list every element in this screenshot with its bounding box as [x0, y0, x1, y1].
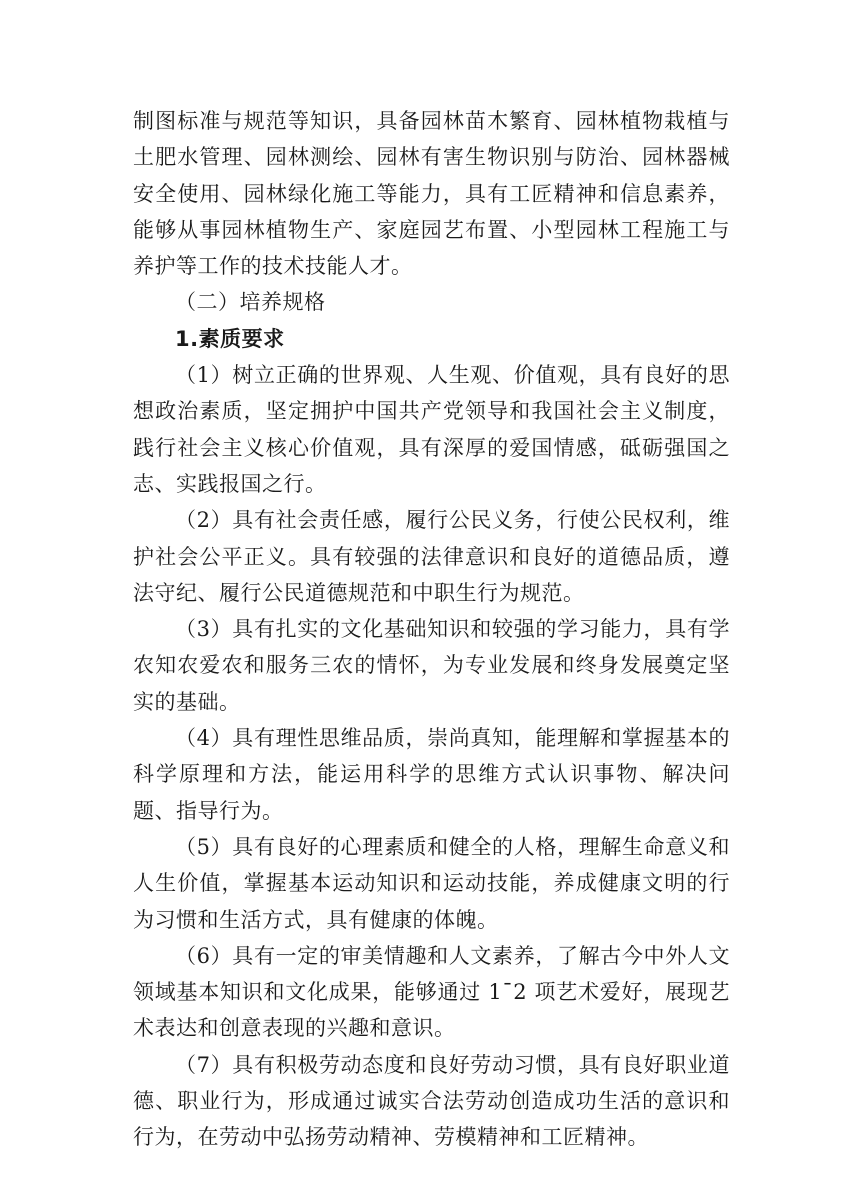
- requirement-item-3: （3）具有扎实的文化基础知识和较强的学习能力，具有学农知农爱农和服务三农的情怀，为专业发展和终身发展奠定坚实的基础。: [133, 617, 730, 714]
- requirement-item-1: （1）树立正确的世界观、人生观、价值观，具有良好的思想政治素质，坚定拥护中国共产党领导和我国社会主义制度，践行社会主义核心价值观，具有深厚的爱国情感，砥砺强国之志、实践报国之行。: [133, 363, 730, 496]
- requirement-item-2: （2）具有社会责任感，履行公民义务，行使公民权利，维护社会公平正义。具有较强的法律意识和良好的道德品质，遵法守纪、履行公民道德规范和中职生行为规范。: [133, 508, 730, 605]
- requirement-item-4: （4）具有理性思维品质，崇尚真知，能理解和掌握基本的科学原理和方法，能运用科学的思维方式认识事物、解决问题、指导行为。: [133, 726, 730, 823]
- requirement-item-7: （7）具有积极劳动态度和良好劳动习惯，具有良好职业道德、职业行为，形成通过诚实合法劳动创造成功生活的意识和行为，在劳动中弘扬劳动精神、劳模精神和工匠精神。: [133, 1052, 730, 1150]
- intro-paragraph: 制图标准与规范等知识，具备园林苗木繁育、园林植物栽植与土肥水管理、园林测绘、园林有害生物识别与防治、园林器械安全使用、园林绿化施工等能力，具有工匠精神和信息素养，能够从事园林植物生产、家庭园艺布置、小型园林工程施工与养护等工作的技术技能人才。: [133, 109, 730, 279]
- subsection-heading: 1.素质要求: [175, 326, 285, 351]
- requirement-item-5: （5）具有良好的心理素质和健全的人格，理解生命意义和人生价值，掌握基本运动知识和运动技能，养成健康文明的行为习惯和生活方式，具有健康的体魄。: [133, 834, 730, 932]
- requirement-item-6: （6）具有一定的审美情趣和人文素养，了解古今中外人文领域基本知识和文化成果，能够通过 1¯2 项艺术爱好，展现艺术表达和创意表现的兴趣和意识。: [133, 943, 730, 1041]
- document-body: [133, 103, 730, 1156]
- section-heading: （二）培养规格: [175, 290, 326, 315]
